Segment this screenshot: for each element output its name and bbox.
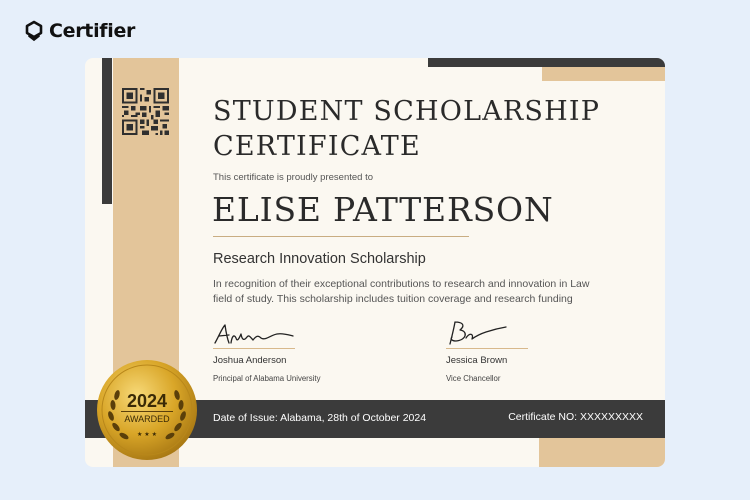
recipient-name: ELISE PATTERSON: [212, 190, 554, 229]
description-line-1: In recognition of their exceptional contributions to research and innovation in Law: [213, 278, 590, 290]
scholarship-name: Research Innovation Scholarship: [213, 251, 426, 267]
signature-line: [213, 348, 295, 349]
brand-name: Certifier: [49, 20, 136, 42]
certifier-logo-icon: [24, 20, 44, 42]
title-line-1: STUDENT SCHOLARSHIP: [213, 96, 601, 127]
certificate-card: [85, 58, 665, 467]
badge-stars: ★ ★ ★: [137, 431, 157, 438]
badge-year: 2024: [126, 391, 168, 411]
signature-image: [213, 322, 297, 346]
certificate-title: [213, 94, 600, 164]
top-dark-stripe: [428, 58, 665, 67]
presented-text: This certificate is proudly presented to: [213, 172, 373, 183]
signature-block-vice-chancellor: [446, 320, 616, 388]
description: [213, 277, 633, 307]
top-gold-stripe: [542, 67, 665, 81]
badge-label: AWARDED: [124, 414, 170, 424]
signer-title: Vice Chancellor: [446, 374, 501, 383]
signer-name: Jessica Brown: [446, 355, 508, 366]
certifier-logo[interactable]: [24, 20, 135, 42]
bottom-gold-stripe: [539, 437, 665, 467]
left-dark-stripe: [102, 58, 112, 204]
signer-name: Joshua Anderson: [213, 355, 287, 366]
description-line-2: field of study. This scholarship includes tuition coverage and research funding: [213, 293, 573, 305]
signature-image: [446, 320, 530, 346]
name-underline: [213, 236, 469, 237]
signature-block-principal: [213, 322, 383, 388]
issue-date: Date of Issue: Alabama, 28th of October 2024: [213, 412, 427, 424]
title-line-2: CERTIFICATE: [213, 131, 421, 162]
signer-title: Principal of Alabama University: [213, 374, 321, 383]
certificate-number: Certificate NO: XXXXXXXXX: [508, 411, 643, 423]
award-seal: [95, 358, 199, 462]
signature-line: [446, 348, 528, 349]
qr-code-icon: [122, 88, 169, 135]
